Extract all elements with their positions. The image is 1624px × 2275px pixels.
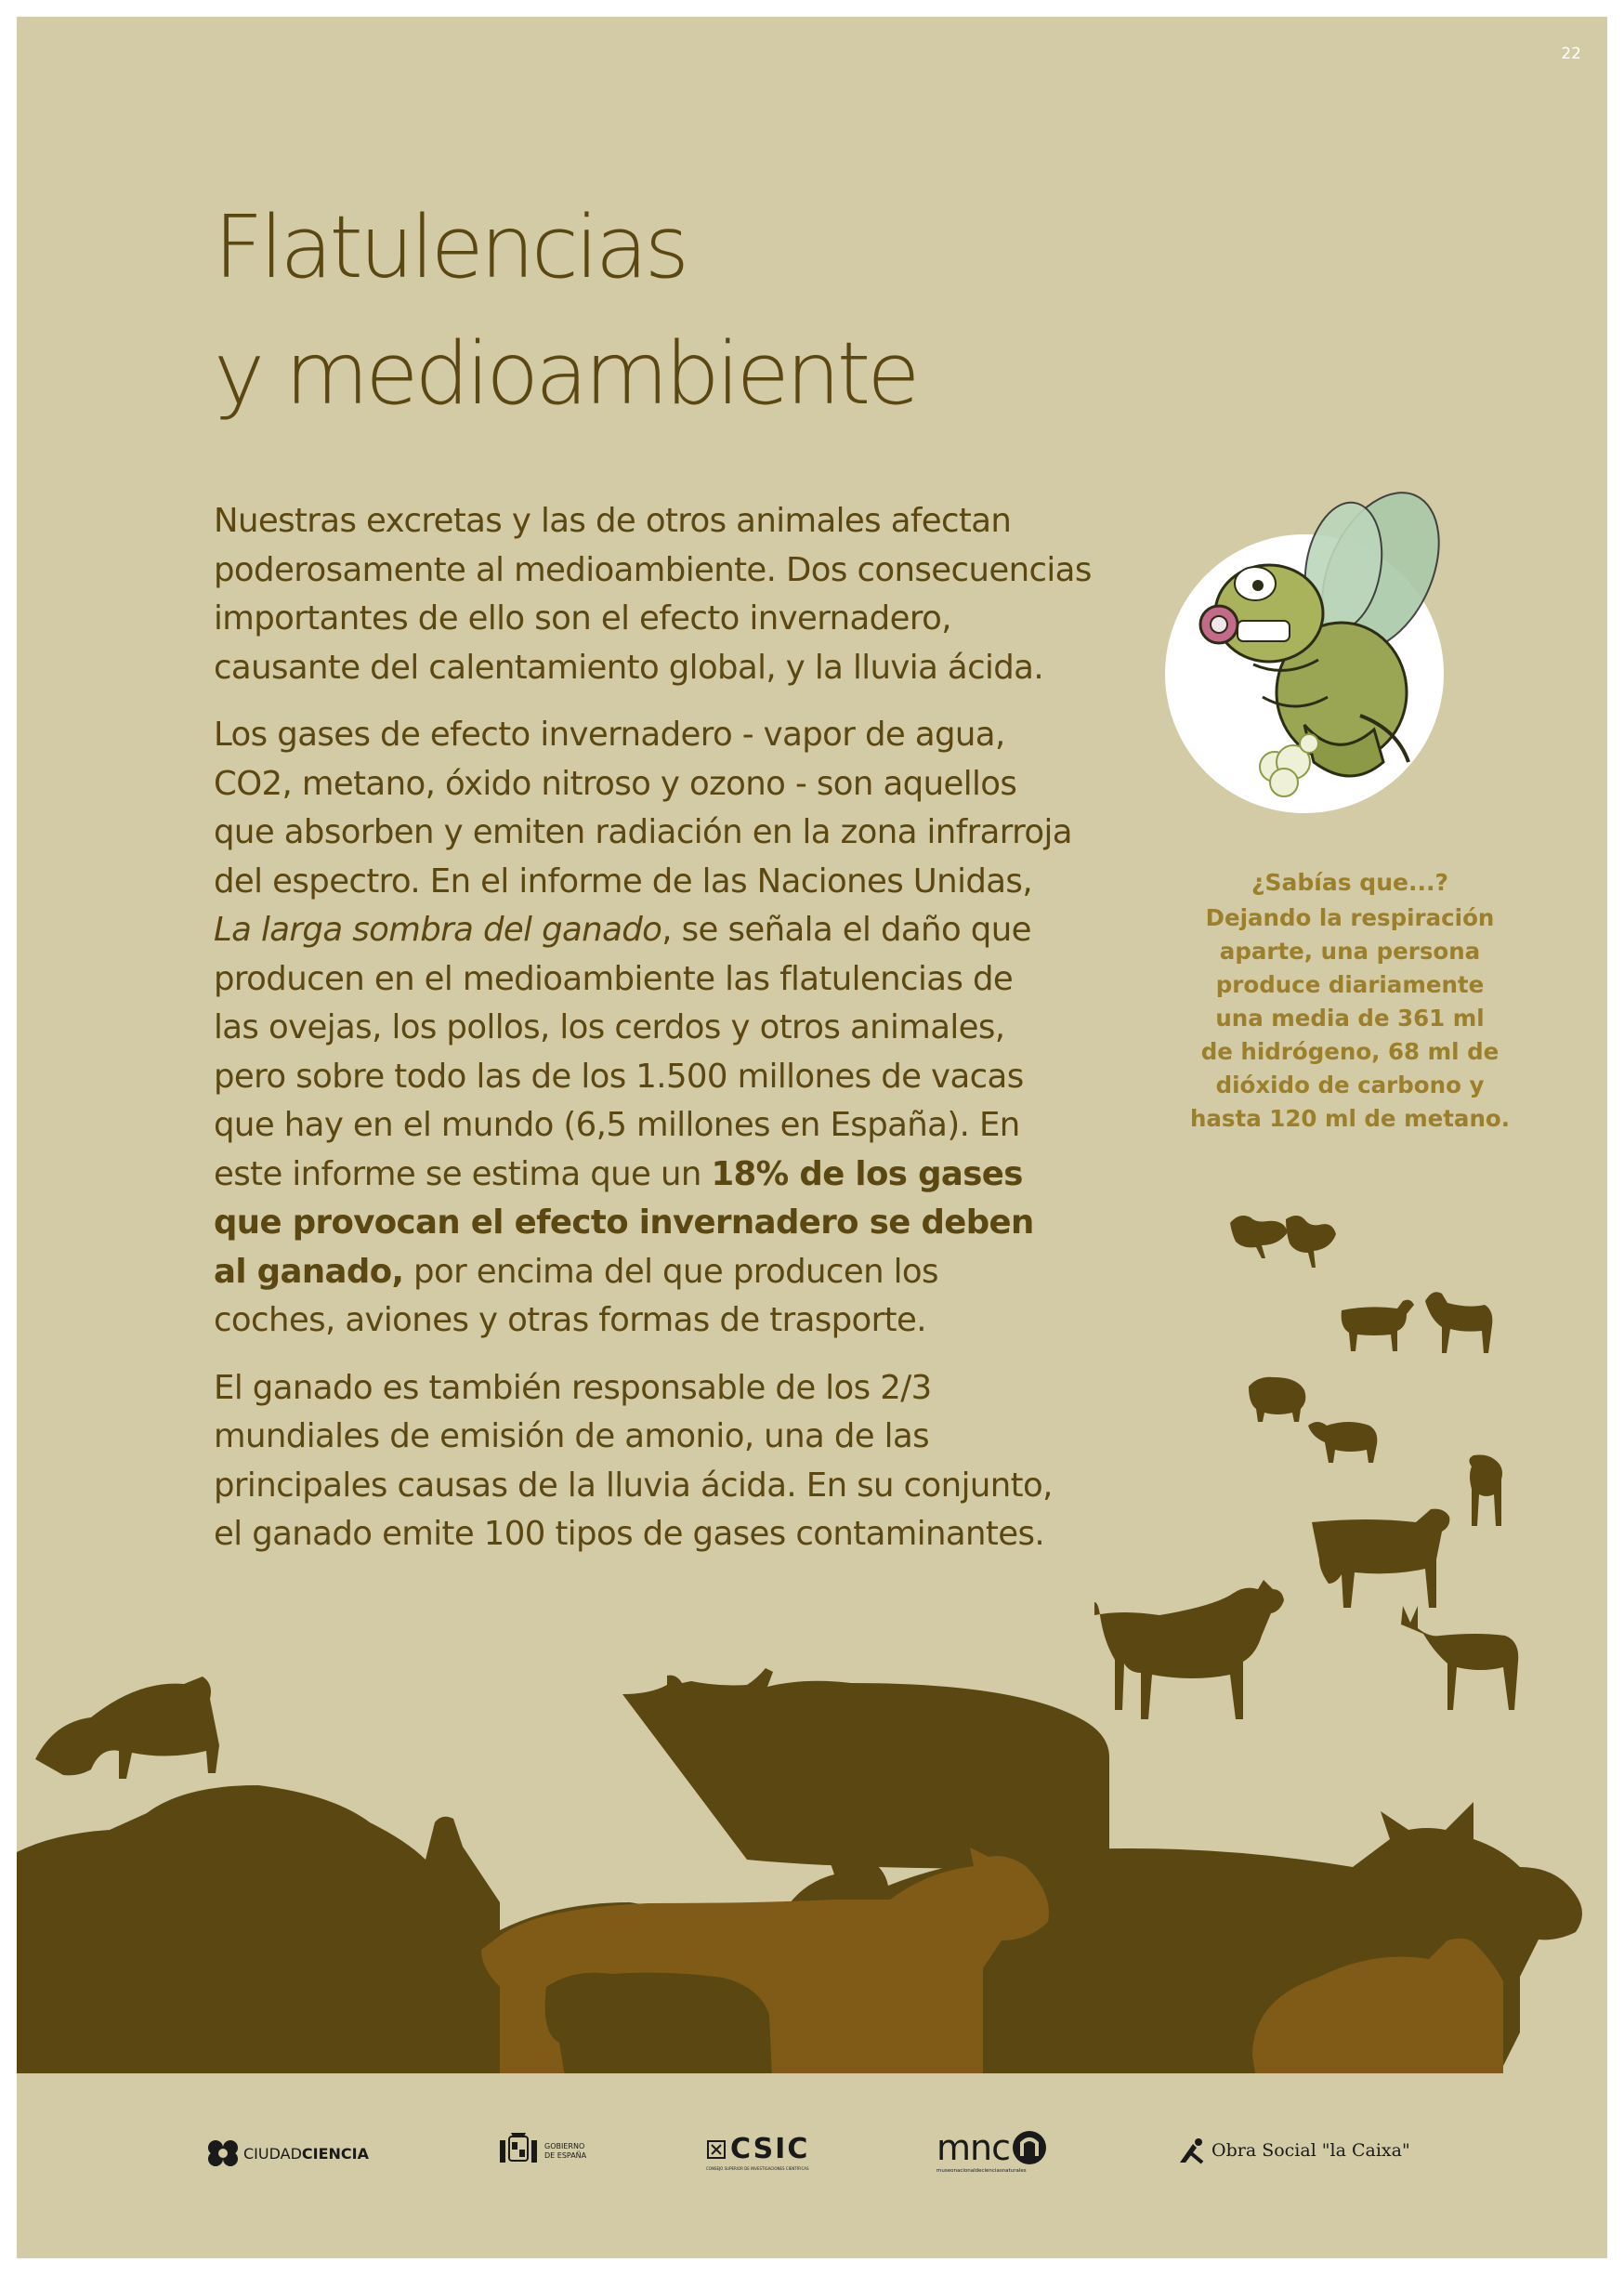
page-number: 22 — [1561, 45, 1581, 63]
logo-mncn — [936, 2127, 1047, 2174]
text-fragment: por encima del que producen los — [403, 1252, 938, 1291]
text-line: producen en el medioambiente las flatulencias de — [214, 959, 1014, 998]
text-line: importantes de ello son el efecto invernadero, — [214, 599, 951, 638]
title-line-1: Flatulencias — [214, 197, 687, 297]
ciudadciencia-logo-icon — [206, 2138, 240, 2168]
chicken-icon — [1230, 1216, 1288, 1258]
callout-line: produce diariamente — [1215, 971, 1485, 998]
logo-lacaixa — [1176, 2137, 1410, 2164]
text-line: Los gases de efecto invernadero - vapor de agua, — [214, 716, 1005, 754]
text-fragment: este informe se estima que un — [214, 1154, 712, 1193]
callout-line: hasta 120 ml de metano. — [1189, 1105, 1511, 1132]
text-line: del espectro. En el informe de las Naciones Unidas, — [214, 861, 1033, 901]
coat-of-arms-icon — [498, 2131, 539, 2172]
highlight-text: al ganado, — [214, 1252, 404, 1291]
livestock-silhouettes — [17, 17, 1607, 2258]
text-line: que absorben y emiten radiación en la zona infrarroja — [214, 813, 1072, 851]
callout-line: dióxido de carbono y — [1215, 1072, 1485, 1098]
ox-icon — [1094, 1580, 1284, 1719]
text-line: el ganado emite 100 tipos de gases contaminantes. — [214, 1515, 1045, 1553]
text-line: que hay en el mundo (6,5 millones en España). En — [214, 1106, 1020, 1144]
lacaixa-text: Obra Social "la Caixa" — [1211, 2140, 1410, 2161]
pig-icon — [1249, 1377, 1305, 1422]
callout-line: Dejando la respiración — [1205, 904, 1495, 931]
logo-text-bold: CIENCIA — [301, 2144, 369, 2163]
csic-subtitle: CONSEJO SUPERIOR DE INVESTIGACIONES CIENTÍFICAS — [706, 2166, 809, 2171]
csic-text: CSIC — [730, 2133, 810, 2165]
lacaixa-star-icon — [1176, 2137, 1208, 2164]
text-line: pero sobre todo las de los 1.500 millones de vacas — [214, 1057, 1024, 1096]
logo-gobierno — [498, 2131, 586, 2172]
highlight-text: que provocan el efecto invernadero se deben — [214, 1203, 1034, 1242]
report-title: La larga sombra del ganado — [214, 911, 662, 949]
goat-icon — [1425, 1292, 1492, 1353]
chicken-icon — [1286, 1216, 1336, 1268]
text-line: poderosamente al medioambiente. Dos consecuencias — [214, 550, 1092, 589]
mncn-circle-n-icon — [1012, 2130, 1047, 2165]
highlight-text: 18% de los gases — [711, 1154, 1023, 1193]
mncn-subtitle: museonacionaldecienciasnaturales — [936, 2168, 1027, 2174]
poster-page — [17, 17, 1607, 2258]
cow-icon — [35, 1677, 219, 1779]
csic-emblem-icon — [706, 2139, 727, 2160]
footer-logos — [17, 2073, 1607, 2258]
gobierno-text — [544, 2142, 586, 2161]
logo-ciudadciencia — [206, 2138, 369, 2168]
goat-icon — [1342, 1300, 1414, 1351]
logo-csic — [706, 2133, 809, 2171]
logo-text-light: CIUDAD — [243, 2144, 302, 2163]
text-line: principales causas de la lluvia ácida. En su conjunto, — [214, 1466, 1053, 1505]
gobierno-line: DE ESPAÑA — [544, 2151, 587, 2160]
calf-icon — [1469, 1455, 1502, 1527]
mncn-text: mnc — [936, 2127, 1010, 2168]
text-fragment: , se señala el daño que — [661, 911, 1031, 949]
text-line: Nuestras excretas y las de otros animales afectan — [214, 502, 1012, 540]
text-line: las ovejas, los pollos, los cerdos y otros animales, — [214, 1008, 1005, 1046]
cow-icon — [1312, 1509, 1449, 1608]
pig-icon — [1308, 1422, 1377, 1463]
callout-line: una media de 361 ml — [1215, 1005, 1485, 1032]
title-line-2: y medioambiente — [214, 323, 917, 424]
text-line: El ganado es también responsable de los 2/3 — [214, 1368, 932, 1407]
text-line: CO2, metano, óxido nitroso y ozono - son aquellos — [214, 764, 1017, 803]
text-line: coches, aviones y otras formas de trasporte. — [214, 1301, 926, 1339]
donkey-icon — [1401, 1606, 1518, 1710]
text-line: mundiales de emisión de amonio, una de las — [214, 1417, 929, 1455]
callout-line: aparte, una persona — [1219, 938, 1481, 965]
callout-line: de hidrógeno, 68 ml de — [1200, 1038, 1500, 1065]
gobierno-line: GOBIERNO — [544, 2142, 585, 2150]
text-line: causante del calentamiento global, y la lluvia ácida. — [214, 648, 1044, 687]
callout-heading: ¿Sabías que...? — [1251, 869, 1448, 896]
